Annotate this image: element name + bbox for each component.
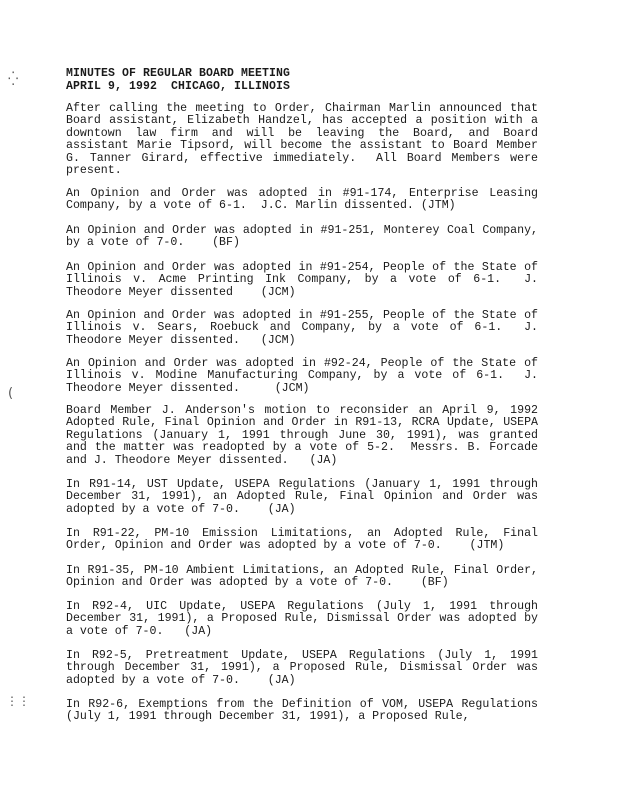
scan-mark-middle: ( <box>8 386 14 401</box>
minutes-paragraph <box>66 699 538 724</box>
paragraph-line: by a vote of 7-0. (BF) <box>66 236 240 250</box>
paragraph-line: Theodore Meyer dissented. (JCM) <box>66 381 310 395</box>
minutes-title: MINUTES OF REGULAR BOARD MEETING <box>66 67 291 80</box>
scan-mark-bottom: ⋮⋮ <box>6 694 30 708</box>
minutes-paragraph <box>66 188 538 213</box>
paragraph-line: Illinois v. Modine Manufacturing Company, by a vote of 6-1. J. <box>66 369 538 383</box>
paragraph-line: through December 31, 1991), a Proposed Rule, Dismissal Order was <box>66 661 538 675</box>
paragraph-line: Opinion and Order was adopted by a vote of 7-0. (BF) <box>66 576 449 590</box>
paragraph-line: In R91-35, PM-10 Ambient Limitations, an Adopted Rule, Final Order, <box>66 564 538 577</box>
meeting-date-location: APRIL 9, 1992 CHICAGO, ILLINOIS <box>66 80 291 93</box>
paragraph-line: In R92-6, Exemptions from the Definition of VOM, USEPA Regulations <box>66 698 538 711</box>
paragraph-line: Theodore Meyer dissented (JCM) <box>66 285 296 299</box>
paragraph-line: Board assistant, Elizabeth Handzel, has accepted a position with a <box>66 114 538 128</box>
paragraph-line: adopted by a vote of 7-0. (JA) <box>66 502 296 516</box>
paragraph-line: Order, Opinion and Order was adopted by a vote of 7-0. (JTM) <box>66 539 505 553</box>
minutes-paragraph <box>66 405 538 467</box>
paragraph-line: An Opinion and Order was adopted in #91-174, Enterprise Leasing <box>66 187 538 200</box>
minutes-paragraph <box>66 310 538 347</box>
paragraph-line: (July 1, 1991 through December 31, 1991), a Proposed Rule, <box>66 710 470 724</box>
paragraph-line: and the matter was readopted by a vote of 5-2. Messrs. B. Forcade <box>66 441 538 455</box>
paragraph-line: Illinois v. Acme Printing Ink Company, by a vote of 6-1. J. <box>66 273 538 287</box>
paragraph-line: December 31, 1991), an Adopted Rule, Final Opinion and Order was <box>66 490 538 504</box>
minutes-paragraph <box>66 225 538 250</box>
paragraph-line: An Opinion and Order was adopted in #91-255, People of the State of <box>66 309 538 322</box>
paragraph-line: In R92-4, UIC Update, USEPA Regulations (July 1, 1991 through <box>66 600 538 613</box>
minutes-paragraph <box>66 262 538 299</box>
minutes-paragraph <box>66 565 538 590</box>
scan-mark-top: ⁛ <box>8 72 19 87</box>
minutes-paragraph <box>66 479 538 516</box>
paragraph-line: In R91-22, PM-10 Emission Limitations, an Adopted Rule, Final <box>66 527 538 540</box>
paragraph-line: An Opinion and Order was adopted in #92-24, People of the State of <box>66 357 538 370</box>
paragraph-line: An Opinion and Order was adopted in #91-251, Monterey Coal Company, <box>66 224 538 237</box>
paragraph-line: assistant Marie Tipsord, will become the assistant to Board Member <box>66 139 538 153</box>
paragraph-line: downtown law firm and will be leaving the Board, and Board <box>66 126 538 140</box>
paragraph-line: present. <box>66 164 122 178</box>
minutes-paragraph <box>66 601 538 638</box>
paragraph-line: Theodore Meyer dissented. (JCM) <box>66 333 296 347</box>
paragraph-line: Adopted Rule, Final Opinion and Order in R91-13, RCRA Update, USEPA <box>66 416 538 430</box>
minutes-paragraph <box>66 528 538 553</box>
paragraph-line: In R92-5, Pretreatment Update, USEPA Regulations (July 1, 1991 <box>66 649 538 662</box>
paragraph-line: a vote of 7-0. (JA) <box>66 624 213 638</box>
paragraph-line: and J. Theodore Meyer dissented. (JA) <box>66 453 338 467</box>
paragraph-line: Company, by a vote of 6-1. J.C. Marlin dissented. (JTM) <box>66 199 456 213</box>
minutes-paragraph <box>66 650 538 687</box>
paragraph-line: Illinois v. Sears, Roebuck and Company, by a vote of 6-1. J. <box>66 321 538 335</box>
paragraph-line: G. Tanner Girard, effective immediately. All Board Members were <box>66 151 538 165</box>
paragraph-line: After calling the meeting to Order, Chairman Marlin announced that <box>66 102 538 115</box>
minutes-paragraph <box>66 103 538 177</box>
minutes-header <box>66 67 290 93</box>
paragraph-line: December 31, 1991), a Proposed Rule, Dismissal Order was adopted by <box>66 612 538 626</box>
minutes-paragraph <box>66 358 538 395</box>
paragraph-line: Regulations (January 1, 1991 through June 30, 1991), was granted <box>66 428 538 442</box>
paragraph-line: adopted by a vote of 7-0. (JA) <box>66 673 296 687</box>
paragraph-line: An Opinion and Order was adopted in #91-254, People of the State of <box>66 261 538 274</box>
paragraph-line: Board Member J. Anderson's motion to reconsider an April 9, 1992 <box>66 404 538 417</box>
paragraph-line: In R91-14, UST Update, USEPA Regulations (January 1, 1991 through <box>66 478 538 491</box>
